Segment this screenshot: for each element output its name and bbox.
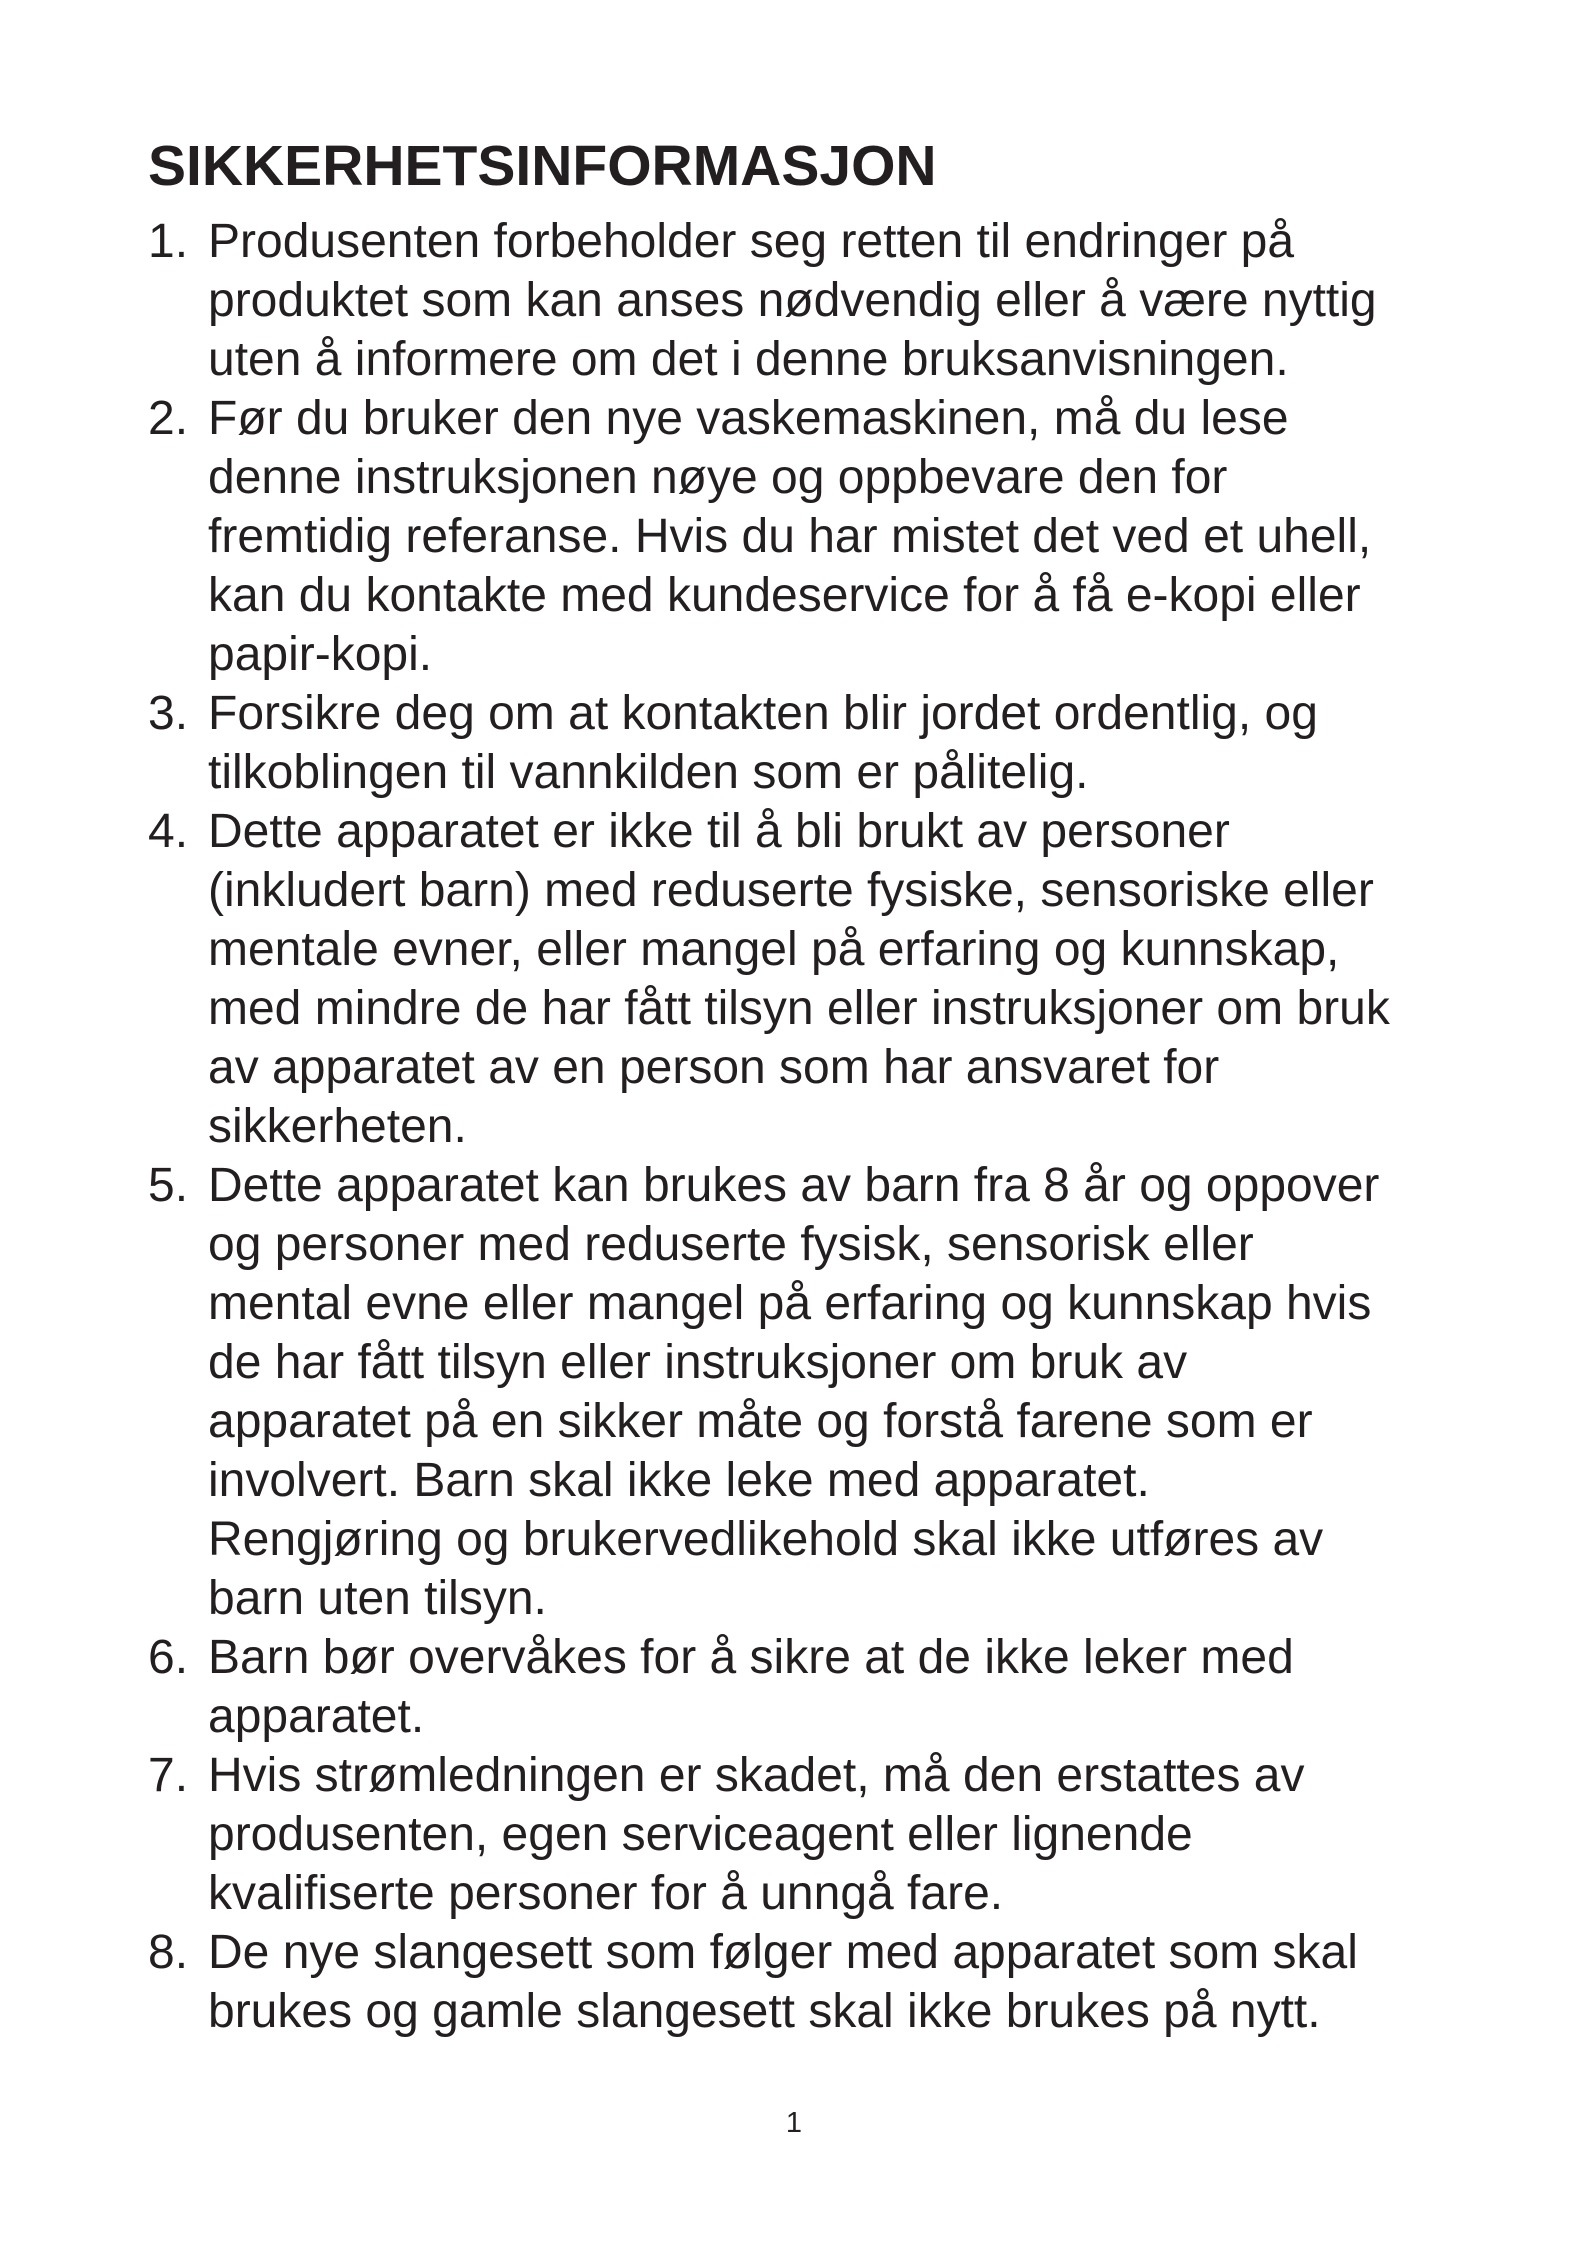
item-text-line: Rengjøring og brukervedlikehold skal ikke utføres av — [208, 1513, 1324, 1566]
item-text-line: Produsenten forbeholder seg retten til endringer på — [208, 215, 1295, 268]
item-text-line: de har fått tilsyn eller instruksjoner om bruk av — [208, 1336, 1188, 1389]
list-item — [148, 684, 1478, 802]
item-text-line: Barn bør overvåkes for å sikre at de ikke leker med — [208, 1631, 1294, 1684]
item-text-line: apparatet på en sikker måte og forstå farene som er — [208, 1395, 1313, 1448]
list-item — [148, 212, 1478, 389]
item-text-line: sikkerheten. — [208, 1100, 467, 1153]
item-text-line: fremtidig referanse. Hvis du har mistet det ved et uhell, — [208, 510, 1372, 563]
list-item — [148, 1746, 1478, 1923]
item-text-line: av apparatet av en person som har ansvaret for — [208, 1041, 1220, 1094]
list-item — [148, 389, 1478, 684]
item-number: 6. — [148, 1631, 189, 1684]
item-text-line: produktet som kan anses nødvendig eller å være nyttig — [208, 274, 1377, 327]
list-item — [148, 1923, 1478, 2041]
item-text-line: denne instruksjonen nøye og oppbevare den for — [208, 451, 1228, 504]
item-text-line: tilkoblingen til vannkilden som er pålitelig. — [208, 746, 1089, 799]
item-text-line: kan du kontakte med kundeservice for å få e-kopi eller — [208, 569, 1361, 622]
item-text-line: apparatet. — [208, 1690, 425, 1743]
item-text-line: Dette apparatet kan brukes av barn fra 8 år og oppover — [208, 1159, 1380, 1212]
list-item — [148, 802, 1478, 1156]
item-text-line: Forsikre deg om at kontakten blir jordet ordentlig, og — [208, 687, 1318, 740]
item-text-line: uten å informere om det i denne bruksanvisningen. — [208, 333, 1289, 386]
item-number: 8. — [148, 1926, 189, 1979]
item-text-line: De nye slangesett som følger med apparatet som skal — [208, 1926, 1358, 1979]
item-text-line: Før du bruker den nye vaskemaskinen, må du lese — [208, 392, 1289, 445]
page-number: 1 — [785, 2107, 803, 2139]
page-title: SIKKERHETSINFORMASJON — [148, 134, 937, 198]
item-text-line: (inkludert barn) med reduserte fysiske, sensoriske eller — [208, 864, 1374, 917]
item-text-line: involvert. Barn skal ikke leke med apparatet. — [208, 1454, 1150, 1507]
item-text-line: papir-kopi. — [208, 628, 433, 681]
item-text-line: med mindre de har fått tilsyn eller instruksjoner om bruk — [208, 982, 1390, 1035]
item-number: 2. — [148, 392, 189, 445]
item-number: 7. — [148, 1749, 189, 1802]
item-text-line: mental evne eller mangel på erfaring og kunnskap hvis — [208, 1277, 1372, 1330]
safety-list — [148, 212, 1478, 2041]
item-text-line: og personer med reduserte fysisk, sensorisk eller — [208, 1218, 1254, 1271]
item-text-line: Dette apparatet er ikke til å bli brukt av personer — [208, 805, 1230, 858]
item-number: 5. — [148, 1159, 189, 1212]
item-text-line: Hvis strømledningen er skadet, må den erstattes av — [208, 1749, 1305, 1802]
list-item — [148, 1628, 1478, 1746]
item-number: 3. — [148, 687, 189, 740]
item-text-line: mentale evner, eller mangel på erfaring og kunnskap, — [208, 923, 1340, 976]
item-text-line: produsenten, egen serviceagent eller lignende — [208, 1808, 1193, 1861]
item-text-line: brukes og gamle slangesett skal ikke brukes på nytt. — [208, 1985, 1321, 2038]
item-text-line: kvalifiserte personer for å unngå fare. — [208, 1867, 1004, 1920]
list-item — [148, 1156, 1478, 1628]
item-text-line: barn uten tilsyn. — [208, 1572, 547, 1625]
item-number: 1. — [148, 215, 189, 268]
item-number: 4. — [148, 805, 189, 858]
